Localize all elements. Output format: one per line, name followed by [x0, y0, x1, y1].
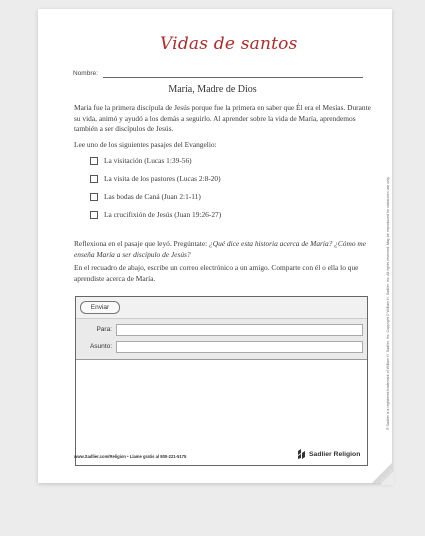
footer-contact: www.Sadlier.com/Religion • Llame gratis al 800-221-5175 — [74, 454, 187, 459]
reflection-prefix: Reflexiona en el pasaje que leyó. Pregúntate: — [74, 239, 210, 248]
subject-input[interactable] — [116, 341, 363, 353]
subject-label: Asunto: — [89, 343, 112, 350]
name-field[interactable] — [73, 70, 363, 82]
passage-option[interactable]: La visita de los pastores (Lucas 2:8-20) — [90, 170, 221, 188]
passage-option[interactable]: La visitación (Lucas 1:39-56) — [90, 152, 221, 170]
worksheet-title: Vidas de santos — [160, 34, 298, 54]
sadlier-logo — [297, 449, 360, 459]
checkbox[interactable] — [90, 193, 98, 201]
name-label: Nombre: — [73, 70, 98, 77]
send-button[interactable]: Enviar — [80, 301, 120, 314]
checkbox[interactable] — [90, 175, 98, 183]
passage-option[interactable]: Las bodas de Caná (Juan 2:1-11) — [90, 188, 221, 206]
reflection-questions: ¿Qué dice esta historia acerca de María? ¿Cómo me enseña María a ser discípulo de Jesús? — [74, 239, 367, 259]
lesson-heading: María, Madre de Dios — [168, 84, 257, 95]
sadlier-logo-icon — [297, 449, 306, 459]
intro-paragraph: María fue la primera discípula de Jesús porque fue la primera en saber que Él era el Mesías. Durante su vida, animó y ayudó a los demás a seguirlo. Al aprender sobre la vida de María, aprendemos también a ser discípulos de Jesús. — [74, 103, 371, 134]
passage-options — [90, 152, 221, 224]
to-label: Para: — [96, 326, 112, 333]
copyright-note: ® Sadlier is a registered trademark of William H. Sadlier, Inc. Copyright © William H. Sadlier, Inc. All rights reserved. May be reproduced for classroom use only. — [386, 176, 390, 430]
to-input[interactable] — [116, 324, 363, 336]
checkbox[interactable] — [90, 211, 98, 219]
brand-name: Sadlier Religion — [309, 450, 361, 458]
passage-option[interactable]: La crucifixión de Jesús (Juan 19:26-27) — [90, 206, 221, 224]
reflection-paragraph — [74, 239, 374, 260]
email-header-fields — [76, 319, 367, 360]
name-line — [103, 77, 363, 78]
instruction-text: Lee uno de los siguientes pasajes del Evangelio: — [74, 140, 217, 149]
email-instruction: En el recuadro de abajo, escribe un correo electrónico a un amigo. Comparte con él o ella lo que aprendiste acerca de María. — [74, 263, 359, 283]
email-toolbar — [76, 297, 367, 319]
email-box — [75, 296, 368, 466]
checkbox[interactable] — [90, 157, 98, 165]
